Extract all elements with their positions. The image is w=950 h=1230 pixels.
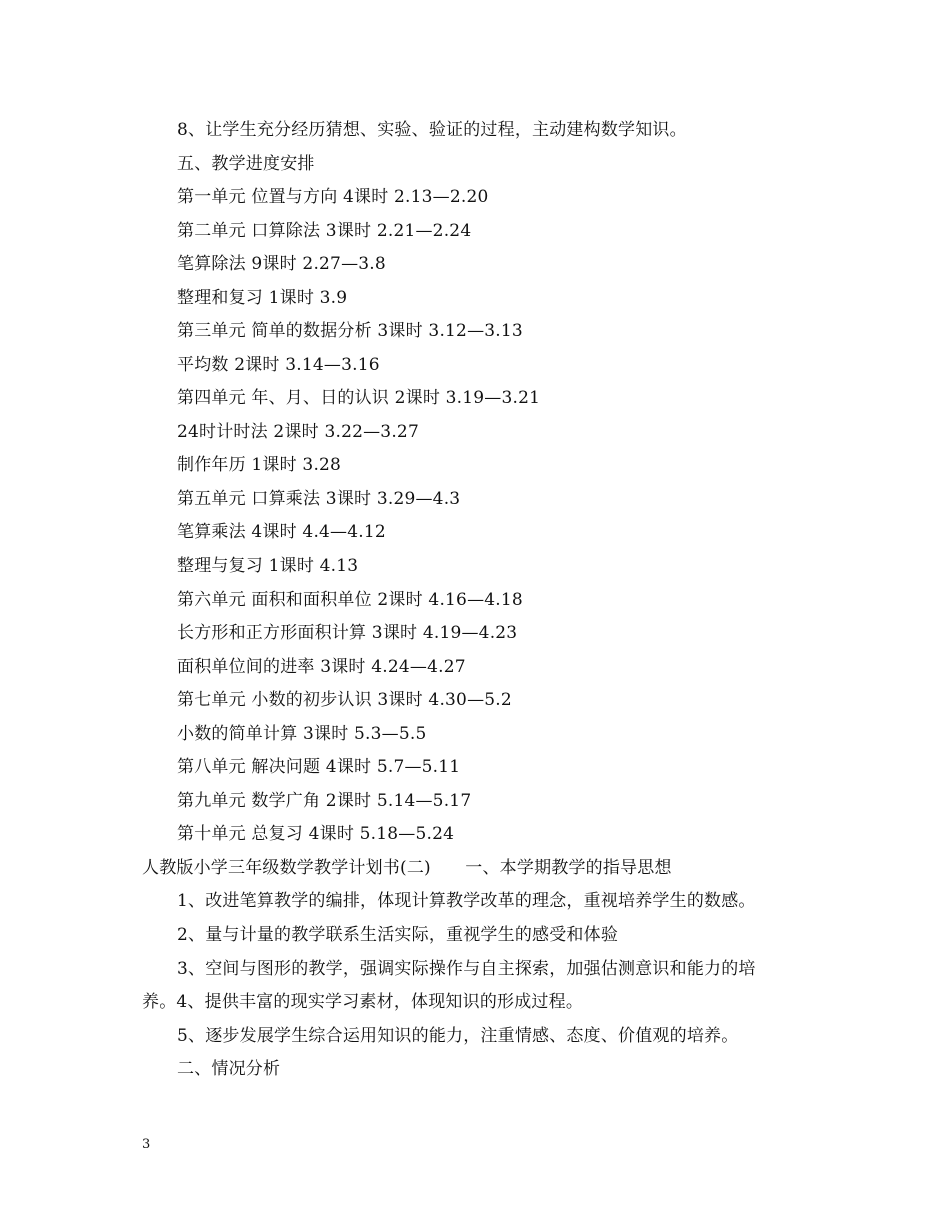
schedule-line: 第六单元 面积和面积单位 2课时 4.16—4.18 — [177, 590, 523, 610]
schedule-line: 第十单元 总复习 4课时 5.18—5.24 — [177, 824, 455, 844]
schedule-line: 第二单元 口算除法 3课时 2.21—2.24 — [177, 221, 472, 241]
schedule-line: 第三单元 简单的数据分析 3课时 3.12—3.13 — [177, 321, 523, 341]
page-number: 3 — [142, 1137, 151, 1152]
schedule-line: 第一单元 位置与方向 4课时 2.13—2.20 — [177, 187, 489, 207]
schedule-line: 24时计时法 2课时 3.22—3.27 — [177, 422, 419, 442]
paragraph-continuation: 养。4、提供丰富的现实学习素材，体现知识的形成过程。 — [142, 992, 584, 1012]
document-title-line: 人教版小学三年级数学教学计划书(二) 一、本学期教学的指导思想 — [142, 858, 672, 878]
schedule-line: 长方形和正方形面积计算 3课时 4.19—4.23 — [177, 623, 518, 643]
paragraph: 1、改进笔算教学的编排，体现计算教学改革的理念，重视培养学生的数感。 — [177, 891, 756, 911]
schedule-line: 笔算乘法 4课时 4.4—4.12 — [177, 522, 386, 542]
schedule-line: 笔算除法 9课时 2.27—3.8 — [177, 254, 386, 274]
schedule-line: 整理与复习 1课时 4.13 — [177, 556, 359, 576]
schedule-line: 整理和复习 1课时 3.9 — [177, 288, 348, 308]
paragraph: 3、空间与图形的教学，强调实际操作与自主探索，加强估测意识和能力的培 — [177, 959, 756, 979]
schedule-line: 第七单元 小数的初步认识 3课时 4.30—5.2 — [177, 690, 512, 710]
schedule-line: 第五单元 口算乘法 3课时 3.29—4.3 — [177, 489, 461, 509]
schedule-line: 第九单元 数学广角 2课时 5.14—5.17 — [177, 791, 472, 811]
schedule-line: 小数的简单计算 3课时 5.3—5.5 — [177, 724, 427, 744]
schedule-line: 制作年历 1课时 3.28 — [177, 455, 342, 475]
schedule-line: 平均数 2课时 3.14—3.16 — [177, 355, 380, 375]
paragraph: 8、让学生充分经历猜想、实验、验证的过程，主动建构数学知识。 — [177, 120, 687, 140]
paragraph: 5、逐步发展学生综合运用知识的能力，注重情感、态度、价值观的培养。 — [177, 1026, 739, 1046]
section-heading: 二、情况分析 — [177, 1059, 281, 1079]
schedule-line: 第四单元 年、月、日的认识 2课时 3.19—3.21 — [177, 388, 541, 408]
schedule-line: 面积单位间的进率 3课时 4.24—4.27 — [177, 657, 466, 677]
section-heading: 五、教学进度安排 — [177, 154, 315, 174]
paragraph: 2、量与计量的教学联系生活实际，重视学生的感受和体验 — [177, 925, 619, 945]
schedule-line: 第八单元 解决问题 4课时 5.7—5.11 — [177, 757, 461, 777]
